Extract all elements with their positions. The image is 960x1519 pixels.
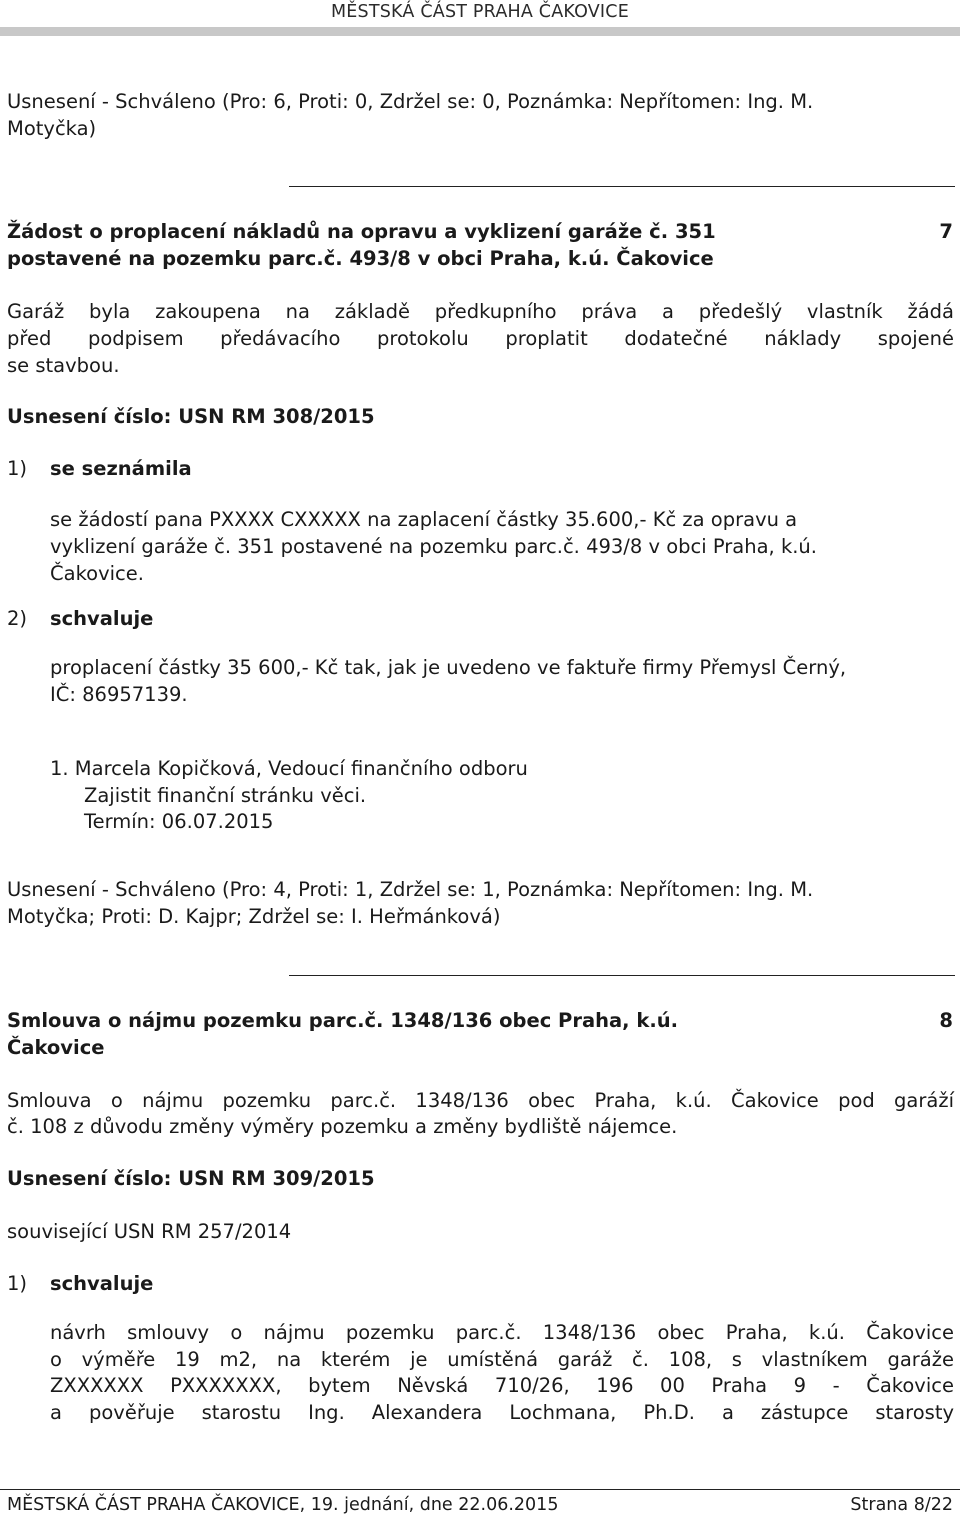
agenda-item-number: 8 — [939, 1009, 953, 1032]
agenda-item-title: Čakovice — [7, 1036, 105, 1059]
agenda-item-title: postavené na pozemku parc.č. 493/8 v obci Praha, k.ú. Čakovice — [7, 247, 714, 270]
resolution-number: Usnesení číslo: USN RM 308/2015 — [7, 405, 375, 428]
agenda-item-number: 7 — [939, 220, 953, 243]
point-label: se seznámila — [50, 457, 192, 480]
point-label: schvaluje — [50, 607, 154, 630]
vote-result-line: Motyčka) — [7, 117, 97, 140]
agenda-item-title: Žádost o proplacení nákladů na opravu a vyklizení garáže č. 351 — [7, 220, 716, 243]
point-text-line: návrh smlouvy o nájmu pozemku parc.č. 1348/136 obec Praha, k.ú. Čakovice — [50, 1321, 954, 1344]
point-text-line: IČ: 86957139. — [50, 683, 188, 706]
task-deadline: Termín: 06.07.2015 — [84, 810, 274, 833]
item-description-line: č. 108 z důvodu změny výměry pozemku a změny bydliště nájemce. — [7, 1115, 678, 1138]
vote-result-line: Usnesení - Schváleno (Pro: 6, Proti: 0, Zdržel se: 0, Poznámka: Nepřítomen: Ing. M. — [7, 90, 814, 113]
item-description-line: Garáž byla zakoupena na základě předkupního práva a předešlý vlastník žádá — [7, 300, 954, 323]
section-divider — [289, 975, 955, 976]
point-text-line: o výměře 19 m2, na kterém je umístěná garáž č. 108, s vlastníkem garáže — [50, 1348, 954, 1371]
vote-result-line: Usnesení - Schváleno (Pro: 4, Proti: 1, Zdržel se: 1, Poznámka: Nepřítomen: Ing. M. — [7, 878, 814, 901]
point-number: 1) — [7, 457, 28, 480]
page-header-title: MĚSTSKÁ ČÁST PRAHA ČAKOVICE — [331, 2, 629, 22]
agenda-item-title: Smlouva o nájmu pozemku parc.č. 1348/136 obec Praha, k.ú. — [7, 1009, 679, 1032]
point-text-line: a pověřuje starostu Ing. Alexandera Lochmana, Ph.D. a zástupce starosty — [50, 1401, 954, 1424]
point-text-line: ZXXXXXX PXXXXXXX, bytem Něvská 710/26, 196 00 Praha 9 - Čakovice — [50, 1374, 954, 1397]
item-description-line: se stavbou. — [7, 354, 120, 377]
point-number: 1) — [7, 1272, 28, 1295]
point-text-line: proplacení částky 35 600,- Kč tak, jak je uvedeno ve faktuře firmy Přemysl Černý, — [50, 656, 847, 679]
task-line: Zajistit finanční stránku věci. — [84, 784, 367, 807]
header-bar — [0, 27, 960, 36]
item-description-line: před podpisem předávacího protokolu proplatit dodatečné náklady spojené — [7, 327, 954, 350]
related-resolution: související USN RM 257/2014 — [7, 1220, 292, 1243]
footer-divider — [0, 1489, 960, 1490]
point-label: schvaluje — [50, 1272, 154, 1295]
resolution-number: Usnesení číslo: USN RM 309/2015 — [7, 1167, 375, 1190]
point-text-line: vyklizení garáže č. 351 postavené na pozemku parc.č. 493/8 v obci Praha, k.ú. — [50, 535, 817, 558]
point-number: 2) — [7, 607, 28, 630]
task-line: 1. Marcela Kopičková, Vedoucí finančního odboru — [50, 757, 528, 780]
vote-result-line: Motyčka; Proti: D. Kajpr; Zdržel se: I. Heřmánková) — [7, 905, 501, 928]
footer-meeting-info: MĚSTSKÁ ČÁST PRAHA ČAKOVICE, 19. jednání, dne 22.06.2015 — [7, 1495, 559, 1515]
point-text-line: se žádostí pana PXXXX CXXXXX na zaplacení částky 35.600,- Kč za opravu a — [50, 508, 798, 531]
item-description-line: Smlouva o nájmu pozemku parc.č. 1348/136 obec Praha, k.ú. Čakovice pod garáží — [7, 1089, 954, 1112]
footer-page-number: Strana 8/22 — [850, 1495, 953, 1515]
section-divider — [289, 186, 955, 187]
point-text-line: Čakovice. — [50, 562, 144, 585]
